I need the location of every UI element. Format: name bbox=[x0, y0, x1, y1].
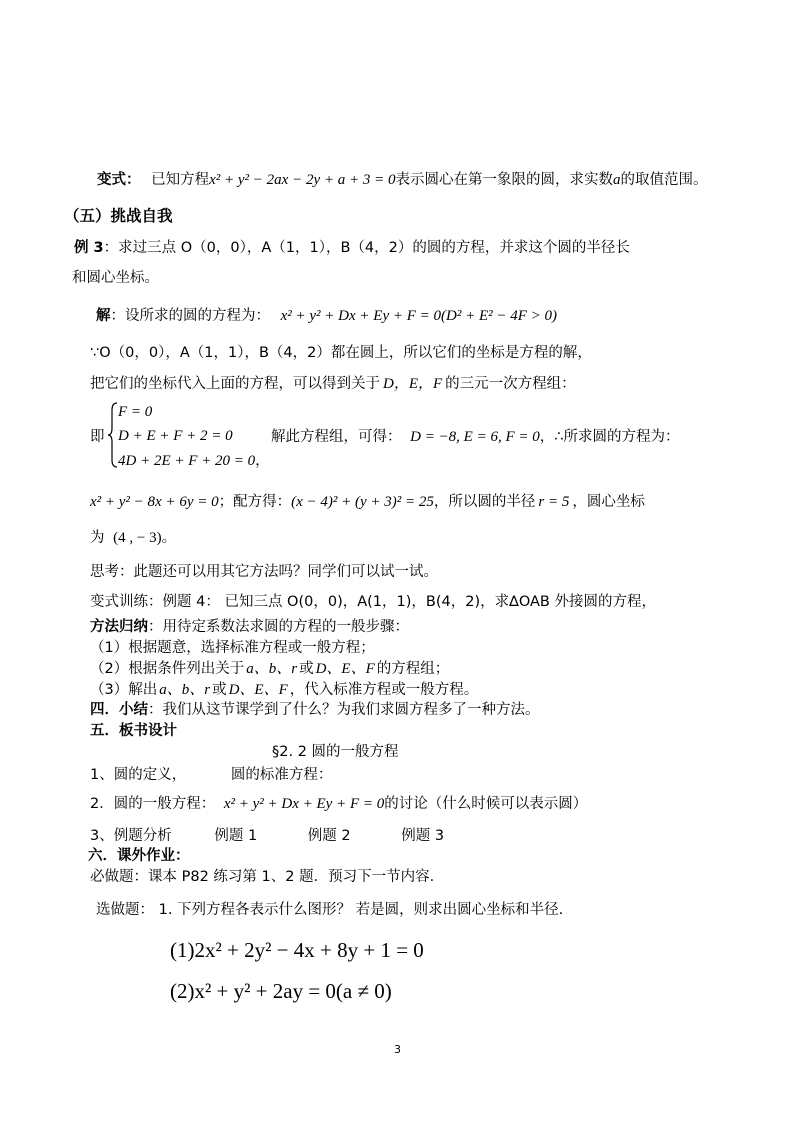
board-title: 五．板书设计 bbox=[90, 723, 177, 739]
summary-text: ：我们从这节课学到了什么？为我们求圆方程多了一种方法。 bbox=[148, 702, 540, 718]
variant-line bbox=[97, 170, 707, 190]
variant-var: a bbox=[612, 172, 621, 188]
step2-text-b: 或 bbox=[299, 661, 314, 677]
solution-text: ：设所求的圆的方程为： bbox=[110, 308, 270, 324]
result-line bbox=[90, 492, 645, 512]
example-3-line1 bbox=[74, 238, 630, 258]
result-t3: ，圆心坐标 bbox=[572, 494, 645, 510]
method-label: 方法归纳 bbox=[90, 619, 148, 635]
page-number: 3 bbox=[394, 1043, 401, 1056]
solve-text: 解此方程组，可得： bbox=[271, 429, 402, 445]
homework-optional: 选做题： 1. 下列方程各表示什么图形？ 若是圆，则求出圆心坐标和半径. bbox=[96, 902, 564, 918]
step3-vars2: D、E、F bbox=[228, 682, 288, 698]
substitute-vars: D，E，F bbox=[383, 376, 443, 392]
system-suffix: ， bbox=[255, 453, 270, 469]
result-t2: ，所以圆的半径 bbox=[433, 494, 536, 510]
center-t5: 。 bbox=[161, 530, 177, 546]
board-l2a: 2．圆的一般方程： bbox=[90, 796, 216, 812]
solution-line bbox=[96, 306, 557, 326]
substitute-text-a: 把它们的坐标代入上面的方程，可以得到关于 bbox=[90, 376, 380, 392]
system-brace bbox=[108, 402, 118, 472]
variant-text2: 表示圆心在第一象限的圆，求实数 bbox=[395, 172, 613, 188]
variant-training-line: 变式训练：例题 4： 已知三点 O(0，0)，A(1，1)，B(4，2)，求∆OAB 外接圆的方程， bbox=[90, 594, 656, 610]
homework-eq-1: (1)2x² + 2y² − 4x + 8y + 1 = 0 bbox=[170, 938, 424, 962]
general-equation: x² + y² + Dx + Ey + F = 0 bbox=[223, 796, 385, 812]
system-solve-line bbox=[271, 427, 680, 447]
method-step-3 bbox=[90, 680, 478, 700]
system-eq2: D + E + F + 2 = 0 bbox=[118, 428, 233, 444]
step3-text-b: 或 bbox=[212, 682, 227, 698]
board-l3d: 例题 3 bbox=[401, 828, 445, 844]
board-line-2 bbox=[90, 794, 587, 814]
radius-value: r = 5 bbox=[538, 494, 570, 510]
method-step-2 bbox=[90, 659, 449, 679]
board-l3a: 3、例题分析 bbox=[90, 828, 172, 844]
example-3-text: ：求过三点 O（0，0），A（1，1），B（4，2）的圆的方程，并求这个圆的半径长 bbox=[103, 240, 630, 256]
homework-required: 必做题：课本 P82 练习第 1、2 题．预习下一节内容． bbox=[90, 869, 445, 885]
step2-text-a: （2）根据条件列出关于 bbox=[90, 661, 245, 677]
summary-line bbox=[90, 700, 540, 720]
because-line: ∵O（0，0），A（1，1），B（4，2）都在圆上，所以它们的坐标是方程的解， bbox=[90, 345, 592, 361]
system-eq3: 4D + 2E + F + 20 = 0 bbox=[118, 453, 256, 469]
board-line-1 bbox=[90, 765, 332, 785]
system-eq1: F = 0 bbox=[118, 404, 153, 420]
board-l3b: 例题 1 bbox=[214, 828, 258, 844]
system-eq3-line bbox=[118, 451, 270, 471]
result-equation-2: (x − 4)² + (y + 3)² = 25 bbox=[291, 494, 434, 510]
step3-text-c: ，代入标准方程或一般方程。 bbox=[289, 682, 479, 698]
think-line: 思考：此题还可以用其它方法吗？同学们可以试一试。 bbox=[90, 564, 438, 580]
result-t1: ；配方得： bbox=[218, 494, 292, 510]
variant-text1: 已知方程 bbox=[151, 172, 210, 188]
method-text: ：用待定系数法求圆的方程的一般步骤： bbox=[148, 619, 409, 635]
system-prefix: 即 bbox=[90, 429, 105, 445]
step3-text-a: （3）解出 bbox=[90, 682, 158, 698]
step2-text-c: 的方程组； bbox=[376, 661, 450, 677]
board-l3c: 例题 2 bbox=[307, 828, 351, 844]
substitute-line bbox=[90, 374, 576, 394]
result-equation: x² + y² − 8x + 6y = 0 bbox=[90, 494, 219, 510]
variant-label: 变式： bbox=[97, 172, 141, 188]
board-l1b: 圆的标准方程： bbox=[230, 767, 333, 783]
homework-title: 六．课外作业： bbox=[88, 848, 190, 864]
step2-vars2: D、E、F bbox=[315, 661, 375, 677]
solve-conclude: ，∴所求圆的方程为： bbox=[539, 429, 680, 445]
example-3-label: 例 3 bbox=[74, 240, 104, 256]
solution-equation: x² + y² + Dx + Ey + F = 0(D² + E² − 4F > 0) bbox=[280, 308, 558, 324]
solution-label: 解 bbox=[96, 308, 111, 324]
method-line bbox=[90, 617, 409, 637]
summary-label: 四．小结 bbox=[90, 702, 148, 718]
board-l1a: 1、圆的定义， bbox=[90, 767, 187, 783]
center-t4: 为 bbox=[90, 530, 105, 546]
variant-text3: 的取值范围。 bbox=[620, 172, 708, 188]
center-line bbox=[90, 528, 176, 548]
example-3-line2: 和圆心坐标。 bbox=[72, 270, 159, 286]
section-5-title: （五）挑战自我 bbox=[64, 207, 173, 225]
method-step-1: （1）根据题意，选择标准方程或一般方程； bbox=[90, 640, 375, 656]
variant-equation: x² + y² − 2ax − 2y + a + 3 = 0 bbox=[209, 172, 396, 188]
board-heading: §2. 2 圆的一般方程 bbox=[272, 744, 399, 760]
solve-result: D = −8, E = 6, F = 0 bbox=[410, 429, 540, 445]
step2-vars1: a、b、r bbox=[246, 661, 298, 677]
board-l2b: 的讨论（什么时候可以表示圆） bbox=[384, 796, 588, 812]
board-line-3 bbox=[90, 826, 444, 846]
substitute-text-b: 的三元一次方程组： bbox=[445, 376, 576, 392]
homework-eq-2: (2)x² + y² + 2ay = 0(a ≠ 0) bbox=[170, 979, 392, 1003]
center-value: (4 , − 3) bbox=[113, 530, 162, 546]
step3-vars1: a、b、r bbox=[159, 682, 211, 698]
